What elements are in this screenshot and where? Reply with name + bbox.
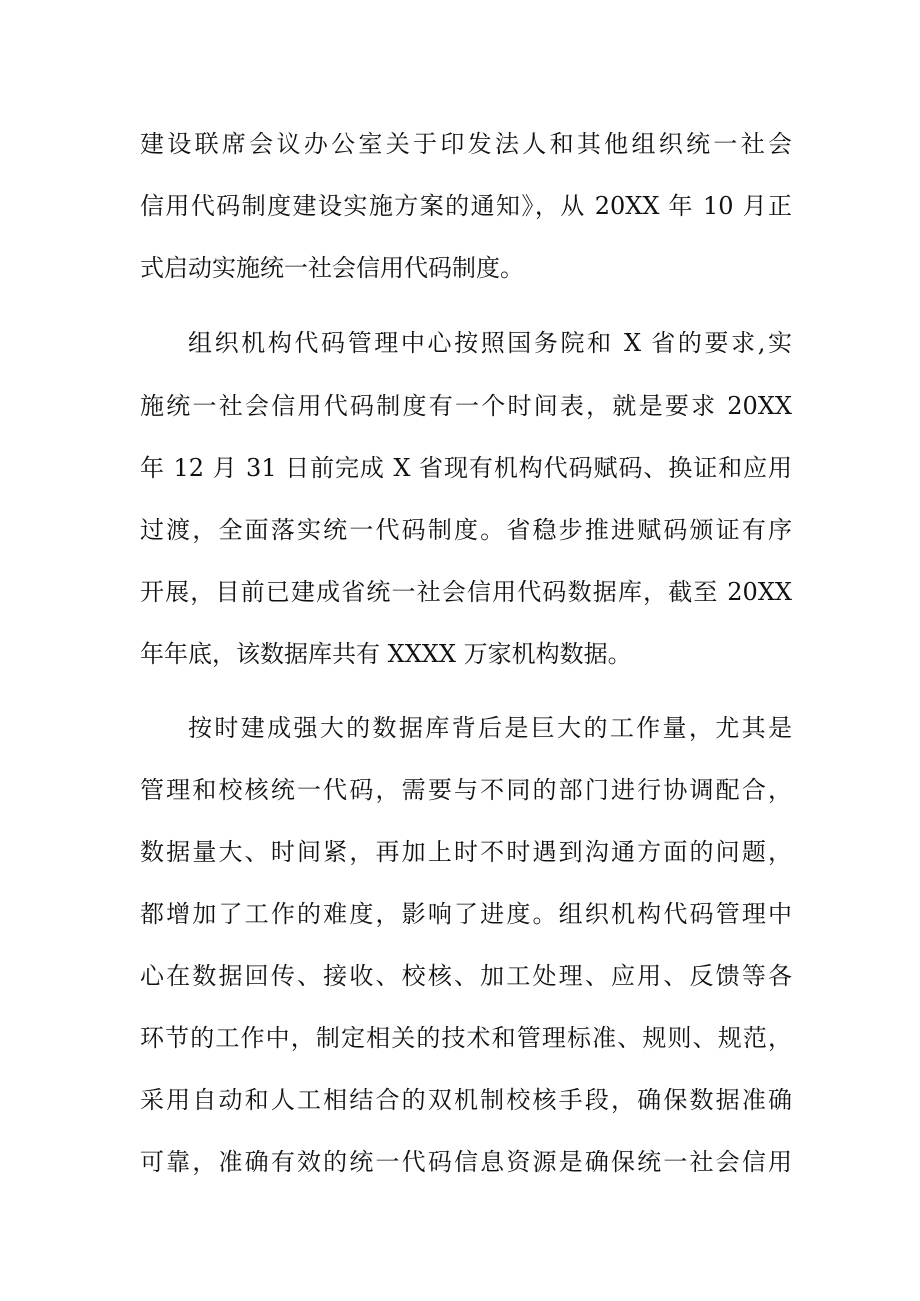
paragraph-2-line-5: 开展，目前已建成省统一社会信用代码数据库，截至 20XX xyxy=(140,578,792,606)
paragraph-3-line-7: 采用自动和人工相结合的双机制校核手段，确保数据准确 xyxy=(140,1086,792,1114)
paragraph-3-line-1: 按时建成强大的数据库背后是巨大的工作量，尤其是 xyxy=(188,714,792,742)
paragraph-2-line-3: 年 12 月 31 日前完成 X 省现有机构代码赋码、换证和应用 xyxy=(140,454,792,482)
paragraph-1-line-3: 式启动实施统一社会信用代码制度。 xyxy=(140,254,524,282)
paragraph-2-line-4: 过渡，全面落实统一代码制度。省稳步推进赋码颁证有序 xyxy=(140,516,792,544)
paragraph-2-line-1: 组织机构代码管理中心按照国务院和 X 省的要求,实 xyxy=(188,329,792,357)
paragraph-3-line-4: 都增加了工作的难度，影响了进度。组织机构代码管理中 xyxy=(140,900,792,928)
paragraph-1-line-2: 信用代码制度建设实施方案的通知》，从 20XX 年 10 月正 xyxy=(140,192,792,220)
paragraph-3-line-2: 管理和校核统一代码，需要与不同的部门进行协调配合， xyxy=(140,776,792,804)
paragraph-3-line-8: 可靠，准确有效的统一代码信息资源是确保统一社会信用 xyxy=(140,1148,792,1176)
paragraph-3-line-5: 心在数据回传、接收、校核、加工处理、应用、反馈等各 xyxy=(140,962,792,990)
paragraph-1-line-1: 建设联席会议办公室关于印发法人和其他组织统一社会 xyxy=(140,130,792,158)
paragraph-2-line-6: 年年底，该数据库共有 XXXX 万家机构数据。 xyxy=(140,640,632,668)
paragraph-3-line-3: 数据量大、时间紧，再加上时不时遇到沟通方面的问题， xyxy=(140,838,792,866)
paragraph-2-line-2: 施统一社会信用代码制度有一个时间表，就是要求 20XX xyxy=(140,392,792,420)
paragraph-3-line-6: 环节的工作中，制定相关的技术和管理标准、规则、规范， xyxy=(140,1024,792,1052)
